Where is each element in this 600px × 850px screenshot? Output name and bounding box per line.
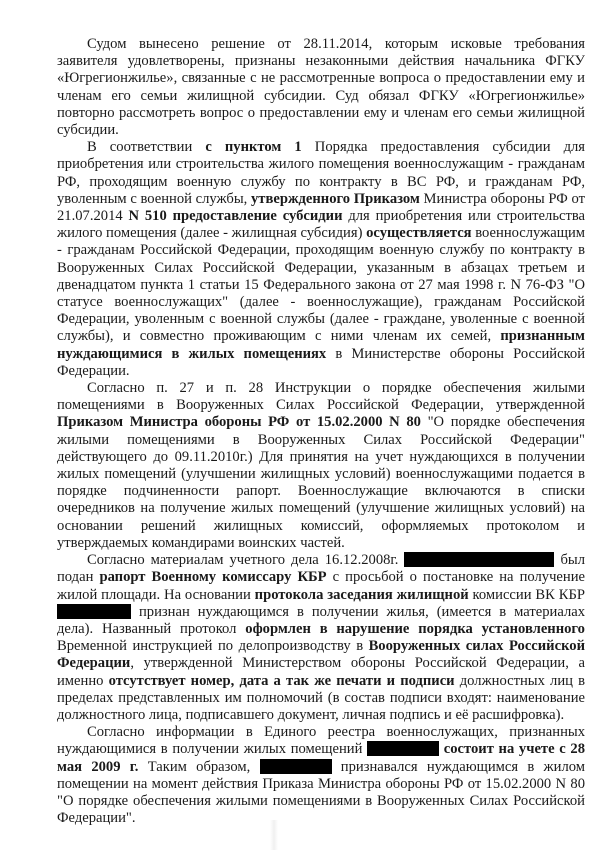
text-run: военнослужащим - гражданам Российской Федерации, проходящим военную службу по контракту в Вооруженных Силах Российской Федерации, указанным в абзацах третьем и двенадцатом пункта 1 статьи 15 Федерального закона от 27 мая 1998 г. N 76-ФЗ "О статусе военнослужащих" (далее - военнослужащие), гражданам Российской Федерации, уволенным с военной службы (далее - граждане, уволенные с военной службы), и совместно проживающим с ними членам их семей, (57, 225, 585, 345)
text-run: "О порядке обеспечения жилыми помещениями в Вооруженных Силах Российской Федерации" действующего до 09.11.2010г.) Для принятия на учет нуждающихся в получении жилых помещений (улучшении жилищных условий) военнослужащими подается в порядке подчиненности рапорт. Военнослужащие включаются в списки очередников на получение жилых помещений (улучшение жилищных условий) на основании решений жилищных комиссий, оформляемых протоколом и утверждаемых командирами воинских частей. (57, 414, 585, 551)
text-run: Временной инструкцией по делопроизводству в (57, 638, 369, 655)
text-run: признавался нуждающимся в жилом помещении на момент действия Приказа Министра обороны РФ от 15.02.2000 N 80 "О порядке обеспечения жилыми помещениями в Вооруженных Силах Российской Федерации". (57, 758, 585, 827)
text-run: Согласно п. 27 и п. 28 Инструкции о порядке обеспечения жилыми помещениями в Вооруженных Силах Российской Федерации, утвержденной (57, 380, 585, 414)
text-run: В соответствии (87, 139, 206, 156)
text-run: Согласно информации в Единого реестра военнослужащих, признанных нуждающимися в получении жилых помещений (57, 724, 585, 758)
paragraph (57, 380, 585, 552)
redacted-name-box (367, 741, 439, 756)
bold-text-run: протокола заседания жилищной (254, 586, 469, 603)
paragraph (57, 139, 585, 380)
bold-text-run: рапорт Военному комиссару КБР (99, 569, 327, 586)
text-run: комиссии ВК КБР (468, 586, 585, 603)
redacted-name-box (260, 759, 332, 774)
text-run: Таким образом, (138, 758, 260, 775)
text-run: должностных лиц в пределах представленных им полномочий (в состав подписи входят: наименование должностного лица, подписавшего документ, личная подпись и её расшифровка). (57, 672, 586, 723)
text-run: для приобретения или строительства жилого помещения (далее - жилищная субсидия) (57, 208, 586, 242)
bold-text-run: утвержденного Приказом (251, 190, 420, 207)
text-run: в Министерстве обороны Российской Федерации. (57, 345, 585, 379)
document-page (57, 36, 585, 827)
text-run: Порядка предоставления субсидии для приобретения или строительства жилого помещения военнослужащим - гражданам РФ, проходящим военную службу по контракту в ВС РФ, и гражданам РФ, уволенным с военной службы, (57, 139, 585, 207)
bold-text-run: признанным нуждающимися в жилых помещениях (57, 328, 585, 362)
paragraph (57, 552, 585, 724)
redacted-name-box (57, 604, 131, 619)
text-run: признан нуждающимся в получении жилья, (имеется в материалах дела). Названный протокол (57, 603, 585, 637)
bold-text-run: отсутствует номер, дата а так же печати и подписи (108, 672, 455, 689)
text-run: был подан (57, 552, 586, 586)
text-run: , утвержденной Министерством обороны Российской Федерации, а именно (57, 655, 585, 689)
paragraph (57, 724, 585, 827)
paragraph (57, 36, 585, 139)
text-run: Согласно материалам учетного дела 16.12.2008г. (87, 552, 405, 569)
bold-text-run: Вооруженных силах Российской Федерации (57, 638, 585, 672)
text-run: Министра обороны РФ от 21.07.2014 (57, 190, 585, 225)
text-run: с просьбой о постановке на получение жилой площади. На основании (57, 569, 585, 603)
bold-text-run: осуществляется (366, 225, 472, 242)
bold-text-run: Приказом Министра обороны РФ от 15.02.2000 N 80 (57, 414, 421, 431)
redacted-name-box (404, 552, 554, 567)
bold-text-run: оформлен в нарушение порядка установленного (245, 620, 585, 637)
bold-text-run: с пунктом 1 (205, 139, 302, 156)
bold-text-run: состоит на учете с 28 мая 2009 г. (57, 741, 586, 775)
text-run: Судом вынесено решение от 28.11.2014, которым исковые требования заявителя удовлетворены, признаны незаконными действия начальника ФГКУ «Югрегионжилье», связанные с не рассмотренные вопроса о предоставлении ему и членам его семьи жилищной субсидии. Суд обязал ФГКУ «Югрегионжилье» повторно рассмотреть вопрос о предоставлении ему и членам его семьи жилищной субсидии. (57, 36, 585, 139)
bold-text-run: N 510 предоставление субсидии (128, 208, 343, 225)
